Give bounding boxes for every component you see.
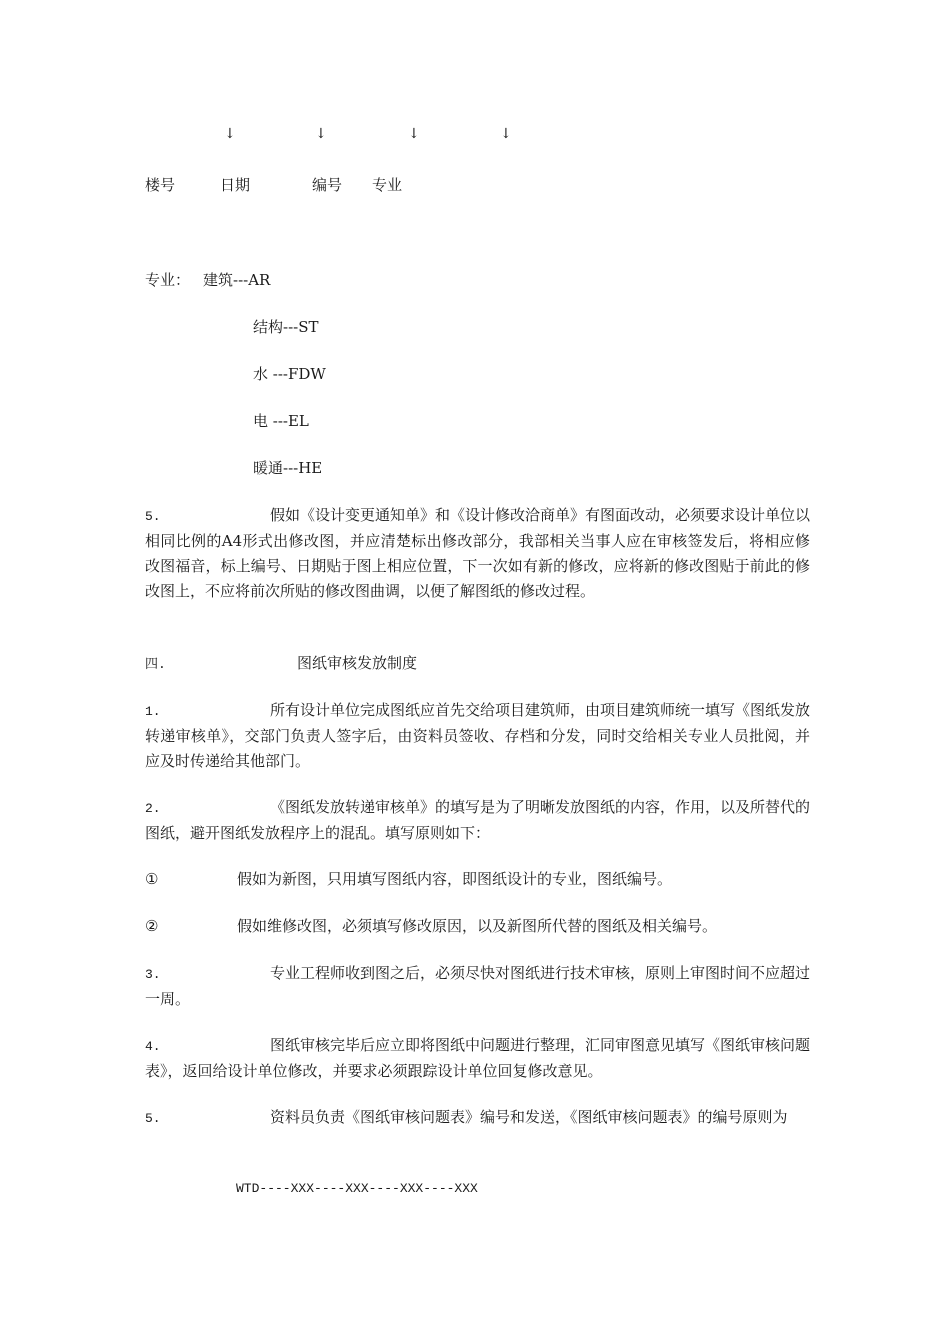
paragraph-text: 专业工程师收到图之后，必须尽快对图纸进行技术审核，原则上审图时间不应超过一周。	[145, 964, 811, 1008]
section-title: 图纸审核发放制度	[297, 654, 418, 672]
paragraph-2	[145, 795, 810, 846]
discipline-item: 电 ---EL	[253, 412, 309, 430]
paragraph-text: 图纸审核完毕后应立即将图纸中问题进行整理，汇同审图意见填写《图纸审核问题表》，返回给设计单位修改，并要求必须跟踪设计单位回复修改意见。	[145, 1036, 811, 1080]
legend-number: 编号	[312, 176, 343, 194]
arrow-down-icon: ↓	[408, 126, 420, 142]
paragraph-text: 《图纸发放转递审核单》的填写是为了明晰发放图纸的内容，作用，以及所替代的图纸，避开图纸发放程序上的混乱。填写原则如下：	[145, 798, 811, 842]
legend-discipline: 专业	[372, 176, 403, 194]
paragraph-number: 5.	[145, 1111, 161, 1126]
paragraph-text: 资料员负责《图纸审核问题表》编号和发送，《图纸审核问题表》的编号原则为	[270, 1108, 788, 1126]
discipline-item: 结构---ST	[253, 318, 319, 336]
discipline-label: 专业：	[145, 271, 191, 289]
arrow-down-icon: ↓	[500, 126, 512, 142]
paragraph-1	[145, 698, 810, 774]
paragraph-5a	[145, 503, 810, 604]
paragraph-number: 5.	[145, 509, 161, 524]
section-number: 四.	[145, 657, 166, 672]
list-item	[145, 914, 810, 939]
section-heading	[145, 651, 810, 677]
discipline-item: 建筑---AR	[203, 271, 271, 289]
paragraph-text: 假如《设计变更通知单》和《设计修改洽商单》有图面改动，必须要求设计单位以相同比例的A4形式出修改图，并应清楚标出修改部分，我部相关当事人应在审核签发后，将相应修改图福音，标上编号、日期贴于图上相应位置，下一次如有新的修改，应将新的修改图贴于前此的修改图上，不应将前次所贴的修改图曲调，以便了解图纸的修改过程。	[145, 506, 811, 600]
legend-building: 楼号	[145, 176, 176, 194]
paragraph-number: 4.	[145, 1039, 161, 1054]
paragraph-5b	[145, 1105, 810, 1131]
paragraph-text: 所有设计单位完成图纸应首先交给项目建筑师，由项目建筑师统一填写《图纸发放转递审核单》，交部门负责人签字后，由资料员签收、存档和分发，同时交给相关专业人员批阅，并应及时传递给其他部门。	[145, 701, 811, 770]
discipline-item: 水 ---FDW	[253, 365, 326, 383]
paragraph-number: 1.	[145, 704, 161, 719]
list-text: 假如为新图，只用填写图纸内容，即图纸设计的专业，图纸编号。	[237, 870, 673, 888]
list-text: 假如维修改图，必须填写修改原因，以及新图所代替的图纸及相关编号。	[237, 917, 718, 935]
arrow-down-icon: ↓	[315, 126, 327, 142]
arrow-down-icon: ↓	[224, 126, 236, 142]
list-item	[145, 867, 810, 892]
list-marker: ①	[145, 870, 159, 888]
paragraph-number: 3.	[145, 967, 161, 982]
paragraph-3	[145, 961, 810, 1012]
discipline-item: 暖通---HE	[253, 459, 323, 477]
code-format: WTD----XXX----XXX----XXX----XXX	[236, 1181, 478, 1196]
legend-date: 日期	[220, 176, 251, 194]
paragraph-4	[145, 1033, 810, 1084]
paragraph-number: 2.	[145, 801, 161, 816]
list-marker: ②	[145, 917, 159, 935]
